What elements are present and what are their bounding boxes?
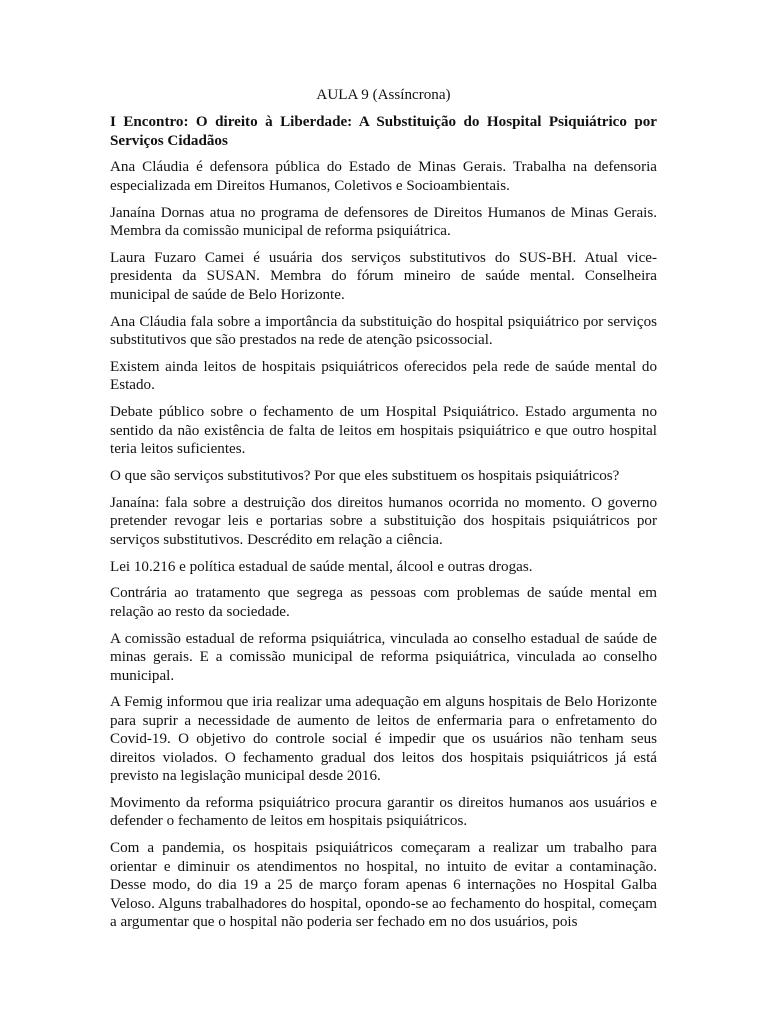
paragraph-1: Ana Cláudia é defensora pública do Estado de Minas Gerais. Trabalha na defensoria especializada em Direitos Humanos, Coletivos e Socioambientais. [110, 159, 657, 194]
paragraph-9: Lei 10.216 e política estadual de saúde mental, álcool e outras drogas. [110, 558, 533, 575]
document-body [110, 86, 657, 940]
paragraph-10: Contrária ao tratamento que segrega as pessoas com problemas de saúde mental em relação ao resto da sociedade. [110, 585, 657, 620]
paragraph-4: Ana Cláudia fala sobre a importância da substituição do hospital psiquiátrico por serviços substitutivos que são prestados na rede de atenção psicossocial. [110, 313, 657, 348]
paragraph-5: Existem ainda leitos de hospitais psiquiátricos oferecidos pela rede de saúde mental do Estado. [110, 358, 657, 394]
document-title: AULA 9 (Assíncrona) [316, 87, 451, 103]
paragraph-6: Debate público sobre o fechamento de um Hospital Psiquiátrico. Estado argumenta no sentido da não existência de falta de leitos em hospitais psiquiátrico e que outro hospital teria leitos suficientes. [110, 404, 657, 457]
paragraph-3: Laura Fuzaro Camei é usuária dos serviços substitutivos do SUS-BH. Atual vice-presidenta da SUSAN. Membra do fórum mineiro de saúde mental. Conselheira municipal de saúde de Belo Horizonte. [110, 249, 657, 303]
paragraph-14: Com a pandemia, os hospitais psiquiátricos começaram a realizar um trabalho para orientar e diminuir os atendimentos no hospital, no intuito de evitar a contaminação. Desse modo, do dia 19 a 25 de março foram apenas 6 internações no Hospital Galba Veloso. Alguns trabalhadores do hospital, opondo-se ao fechamento do hospital, começam a argumentar que o hospital não poderia ser fechado em no dos usuários, pois [110, 840, 657, 930]
paragraph-8: Janaína: fala sobre a destruição dos direitos humanos ocorrida no momento. O governo pretender revogar leis e portarias sobre a substituição dos hospitais psiquiátricos por serviços substitutivos. Descrédito em relação a ciência. [110, 494, 657, 548]
paragraph-2: Janaína Dornas atua no programa de defensores de Direitos Humanos de Minas Gerais. Membra da comissão municipal de reforma psiquiátrica. [110, 204, 657, 239]
section-heading: I Encontro: O direito à Liberdade: A Substituição do Hospital Psiquiátrico por Serviços Cidadãos [110, 114, 657, 149]
paragraph-7: O que são serviços substitutivos? Por que eles substituem os hospitais psiquiátricos? [110, 467, 620, 484]
paragraph-13: Movimento da reforma psiquiátrico procura garantir os direitos humanos aos usuários e defender o fechamento de leitos em hospitais psiquiátricos. [110, 795, 657, 830]
paragraph-11: A comissão estadual de reforma psiquiátrica, vinculada ao conselho estadual de saúde de minas gerais. E a comissão municipal de reforma psiquiátrica, vinculada ao conselho municipal. [110, 630, 657, 684]
paragraph-12: A Femig informou que iria realizar uma adequação em alguns hospitais de Belo Horizonte para suprir a necessidade de aumento de leitos de enfermaria para o enfretamento do Covid-19. O objetivo do controle social é impedir que os usuários não tenham seus direitos violados. O fechamento gradual dos leitos dos hospitais psiquiátricos já está previsto na legislação municipal desde 2016. [110, 694, 657, 785]
